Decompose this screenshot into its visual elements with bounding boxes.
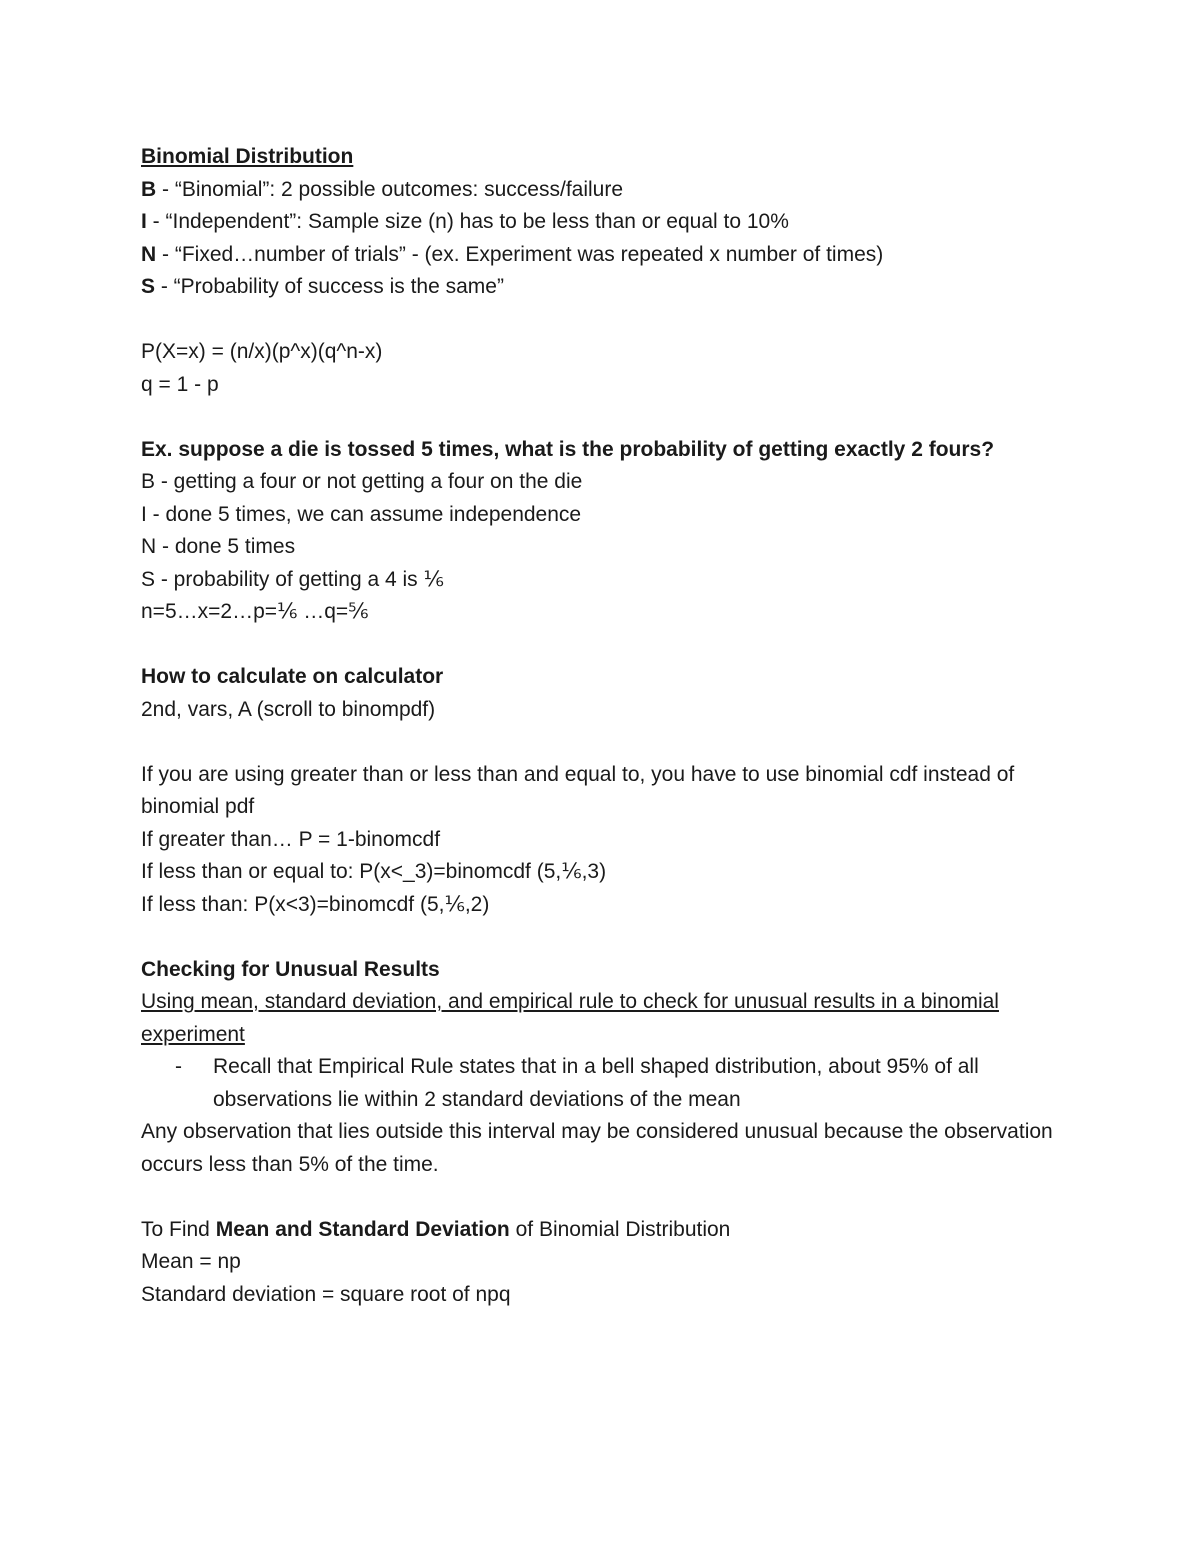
spacer (141, 304, 1061, 337)
unusual-paragraph: Any observation that lies outside this interval may be considered unusual because the observation occurs less than 5% of the time. (141, 1120, 1053, 1176)
bullet-item (141, 1051, 1061, 1116)
calculator-heading: How to calculate on calculator (141, 665, 444, 688)
calculator-instruction: 2nd, vars, A (scroll to binompdf) (141, 697, 436, 721)
calculator-line: If less than: P(x<3)=binomcdf (5,⅙,2) (141, 892, 490, 916)
mean-formula: Mean = np (141, 1250, 241, 1273)
document-page (141, 141, 1061, 1311)
spacer (141, 726, 1061, 759)
example-question: Ex. suppose a die is tossed 5 times, what is the probability of getting exactly 2 fours? (141, 437, 995, 461)
bins-text: - “Independent”: Sample size (n) has to be less than or equal to 10% (146, 210, 789, 233)
bins-text: - “Probability of success is the same” (155, 275, 504, 298)
unusual-heading: Checking for Unusual Results (141, 957, 440, 981)
intro-text: of Binomial Distribution (509, 1217, 731, 1241)
bins-text: - “Binomial”: 2 possible outcomes: success/failure (156, 177, 624, 201)
bins-letter: I (141, 210, 147, 233)
intro-bold: Mean and Standard Deviation (215, 1217, 510, 1241)
calculator-line: If greater than… P = 1-binomcdf (141, 827, 441, 851)
sd-formula: Standard deviation = square root of npq (141, 1282, 511, 1306)
section-heading-binomial: Binomial Distribution (141, 145, 354, 168)
calculator-line: If less than or equal to: P(x<_3)=binomcdf (5,⅙,3) (141, 860, 607, 883)
bins-item-n (141, 239, 1061, 272)
bins-item-i (141, 206, 1061, 239)
spacer (141, 401, 1061, 434)
example-line: I - done 5 times, we can assume independence (141, 502, 582, 526)
calculator-note (141, 759, 1061, 824)
spacer (141, 921, 1061, 954)
note-text: instead of (917, 762, 1015, 786)
unusual-subheading: Using mean, standard deviation, and empirical rule to check for unusual results in a binomial experiment (141, 990, 999, 1046)
note-bold-pdf: binomial pdf (141, 795, 255, 818)
bins-item-s (141, 271, 1061, 304)
bins-letter: S (141, 275, 156, 298)
example-line: S - probability of getting a 4 is ⅙ (141, 567, 444, 591)
bullet-text: Recall that Empirical Rule states that in a bell shaped distribution, about 95% of all observations lie within 2 standard deviations of the mean (213, 1055, 979, 1111)
intro-text: To Find (141, 1217, 216, 1241)
bins-letter: N (141, 242, 157, 266)
bins-letter: B (141, 177, 157, 201)
note-text: If you are using greater than or less than and equal to, you have to use (141, 762, 806, 786)
mean-sd-intro (141, 1214, 1061, 1247)
example-line: n=5…x=2…p=⅙ …q=⅚ (141, 600, 369, 623)
spacer (141, 629, 1061, 662)
bullet-dash: - (175, 1055, 182, 1078)
spacer (141, 1181, 1061, 1214)
example-line: B - getting a four or not getting a four on the die (141, 470, 583, 493)
note-bold-cdf: binomial cdf (805, 762, 918, 786)
bins-text: - “Fixed…number of trials” - (ex. Experiment was repeated x number of times) (156, 242, 884, 266)
bins-item-b (141, 174, 1061, 207)
example-line: N - done 5 times (141, 535, 296, 558)
formula-pmf: P(X=x) = (n/x)(p^x)(q^n-x) (141, 340, 383, 363)
formula-q: q = 1 - p (141, 372, 219, 396)
